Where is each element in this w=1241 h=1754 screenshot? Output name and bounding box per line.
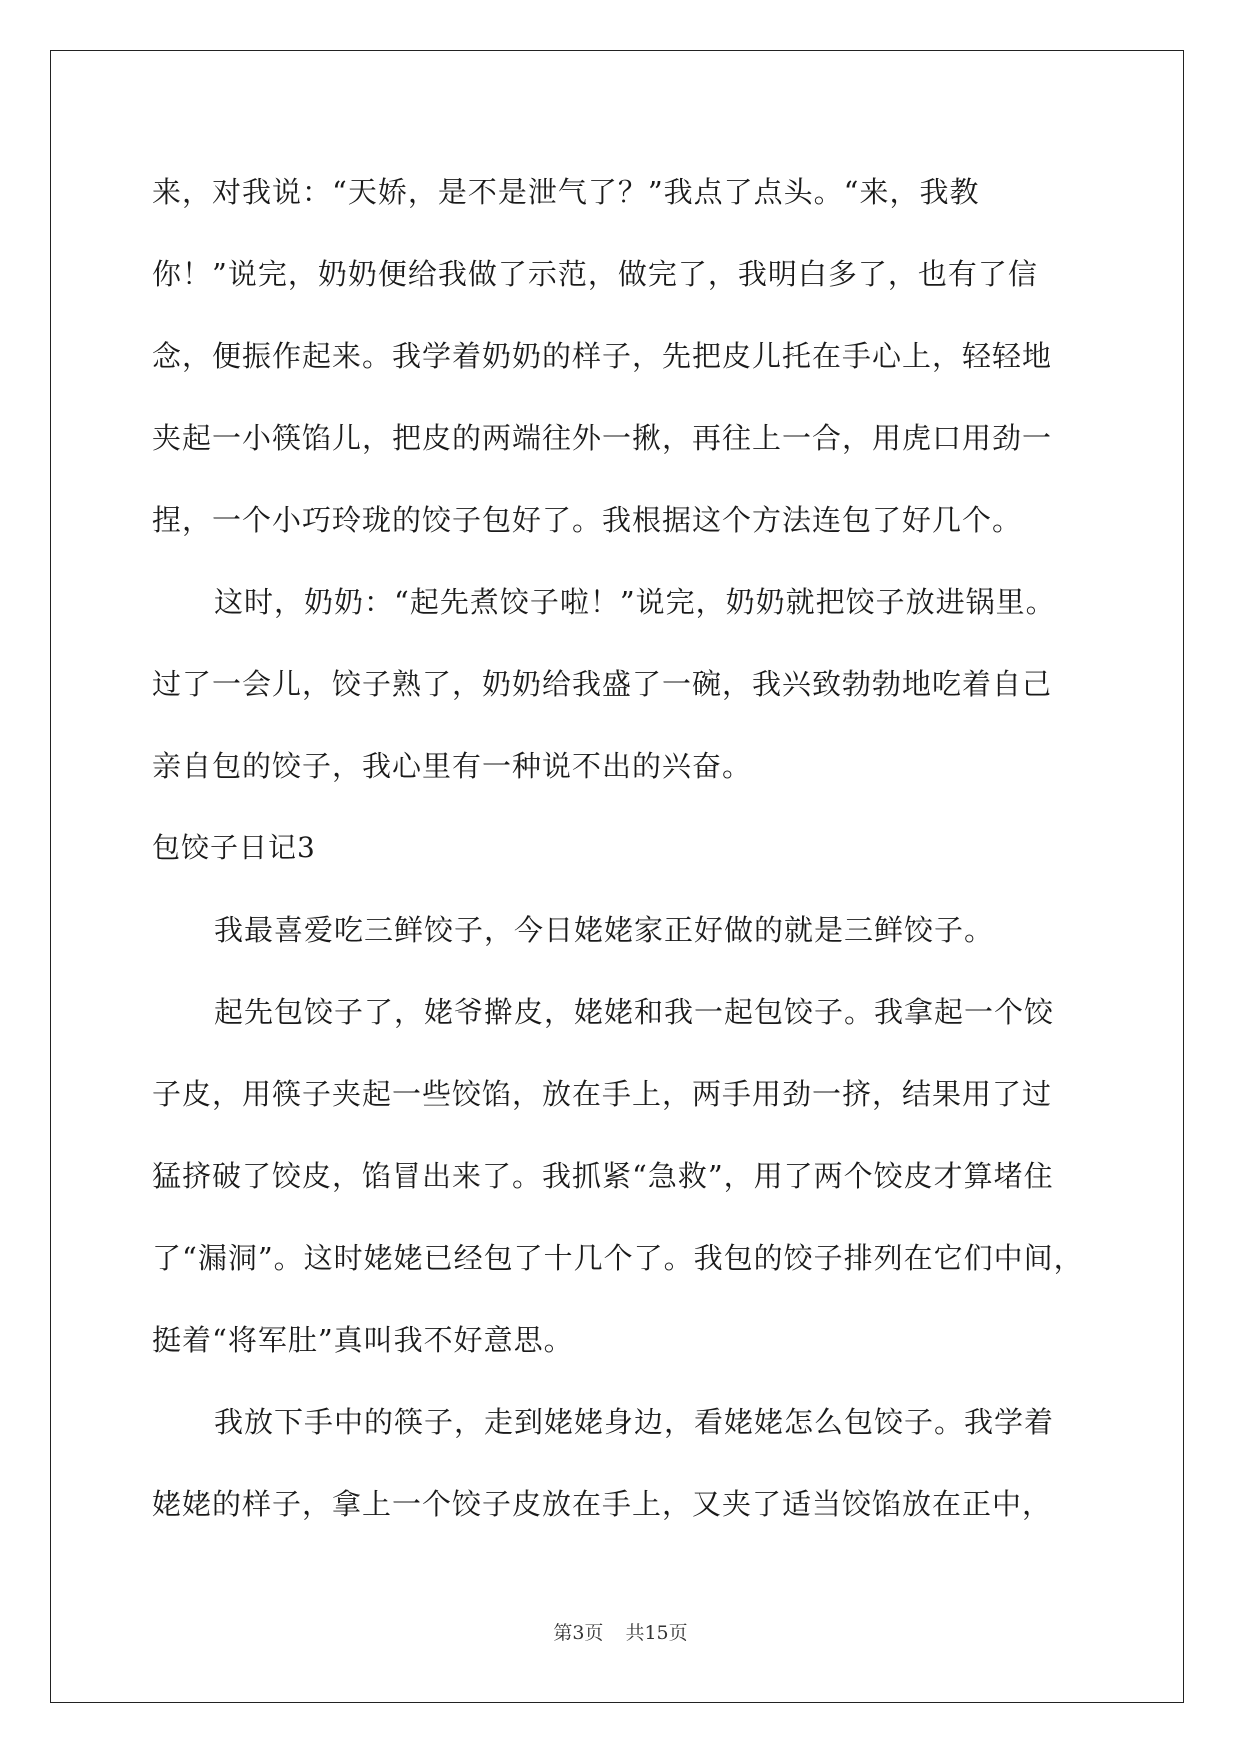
page-number: 第3页 (553, 1622, 604, 1644)
text-line: 过了一会儿，饺子熟了，奶奶给我盛了一碗，我兴致勃勃地吃着自己 (152, 667, 1053, 701)
text-line: 了“漏洞”。这时姥姥已经包了十几个了。我包的饺子排列在它们中间， (152, 1241, 1084, 1275)
document-body (152, 162, 1092, 1556)
section-heading: 包饺子日记3 (152, 831, 316, 864)
text-line: 你！”说完，奶奶便给我做了示范，做完了，我明白多了，也有了信 (152, 257, 1038, 291)
text-line: 捏，一个小巧玲珑的饺子包好了。我根据这个方法连包了好几个。 (152, 503, 1023, 537)
text-line: 夹起一小筷馅儿，把皮的两端往外一揪，再往上一合，用虎口用劲一 (152, 421, 1053, 455)
text-line: 子皮，用筷子夹起一些饺馅，放在手上，两手用劲一挤，结果用了过 (152, 1077, 1053, 1111)
page-footer (0, 1618, 1241, 1645)
text-line: 亲自包的饺子，我心里有一种说不出的兴奋。 (152, 749, 753, 783)
text-line: 挺着“将军肚”真叫我不好意思。 (152, 1323, 574, 1357)
text-line: 姥姥的样子，拿上一个饺子皮放在手上，又夹了适当饺馅放在正中， (152, 1487, 1053, 1521)
paragraph-start-line: 我放下手中的筷子，走到姥姥身边，看姥姥怎么包饺子。我学着 (214, 1405, 1055, 1439)
page-total: 共15页 (625, 1622, 688, 1644)
text-line: 猛挤破了饺皮，馅冒出来了。我抓紧“急救”，用了两个饺皮才算堵住 (152, 1159, 1054, 1193)
paragraph-start-line: 这时，奶奶：“起先煮饺子啦！”说完，奶奶就把饺子放进锅里。 (214, 585, 1056, 619)
paragraph-start-line: 我最喜爱吃三鲜饺子，今日姥姥家正好做的就是三鲜饺子。 (214, 913, 995, 947)
text-line: 来，对我说：“天娇，是不是泄气了？”我点了点头。“来，我教 (152, 175, 980, 209)
paragraph-start-line: 起先包饺子了，姥爷擀皮，姥姥和我一起包饺子。我拿起一个饺 (214, 995, 1055, 1029)
text-line: 念，便振作起来。我学着奶奶的样子，先把皮儿托在手心上，轻轻地 (152, 339, 1053, 373)
